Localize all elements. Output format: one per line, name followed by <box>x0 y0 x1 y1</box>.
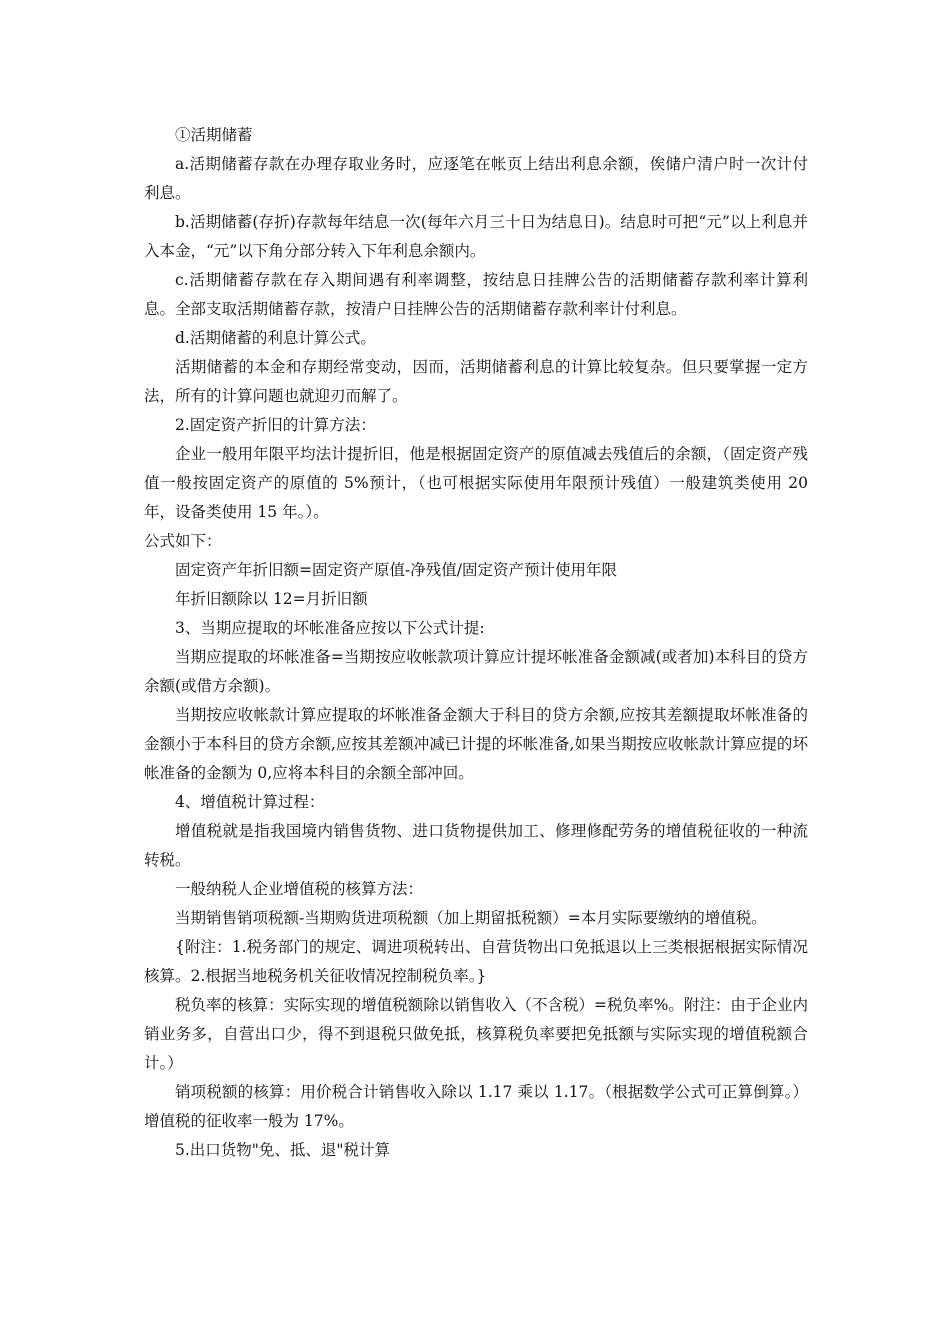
paragraph-bad-debt-body: 当期按应收帐款计算应提取的坏帐准备金额大于科目的贷方余额,应按其差额提取坏帐准备的金额小于本科目的贷方余额,应按其差额冲减已计提的坏帐准备,如果当期按应收帐款计算应提的坏帐准备的金额为 0,应将本科目的余额全部冲回。 <box>144 706 808 782</box>
paragraph-item-c: c.活期储蓄存款在存入期间遇有利率调整，按结息日挂牌公告的活期储蓄存款利率计算利息。全部支取活期储蓄存款，按清户日挂牌公告的活期储蓄存款利率计付利息。 <box>144 271 808 318</box>
paragraph-depreciation-heading: 2.固定资产折旧的计算方法： <box>175 416 376 434</box>
paragraph-item-b: b.活期储蓄(存折)存款每年结息一次(每年六月三十日为结息日)。结息时可把“元”以上利息并入本金，“元”以下角分部分转入下年利息余额内。 <box>144 213 808 260</box>
paragraph-formula-label: 公式如下： <box>144 532 222 550</box>
paragraph-vat-heading: 4、增值税计算过程： <box>175 793 325 811</box>
paragraph-tax-burden: 税负率的核算：实际实现的增值税额除以销售收入（不含税）=税负率%。附注：由于企业内销业务多，自营出口少，得不到退税只做免抵，核算税负率要把免抵额与实际实现的增值税额合计。） <box>144 996 808 1072</box>
paragraph-formula-monthly: 年折旧额除以 12=月折旧额 <box>175 590 368 608</box>
paragraph-output-tax: 销项税额的核算：用价税合计销售收入除以 1.17 乘以 1.17。（根据数学公式可正算倒算。）增值税的征收率一般为 17%。 <box>144 1083 808 1130</box>
paragraph-export-heading: 5.出口货物"免、抵、退"税计算 <box>175 1141 391 1159</box>
paragraph-item-a: a.活期储蓄存款在办理存取业务时，应逐笔在帐页上结出利息余额，俟储户清户时一次计付利息。 <box>144 155 808 202</box>
paragraph-bad-debt-formula: 当期应提取的坏帐准备=当期按应收帐款项计算应计提坏帐准备金额减(或者加)本科目的贷方余额(或借方余额)。 <box>144 648 808 695</box>
paragraph-vat-method-heading: 一般纳税人企业增值税的核算方法： <box>175 880 424 898</box>
paragraph-bad-debt-heading: 3、当期应提取的坏帐准备应按以下公式计提: <box>175 619 485 637</box>
paragraph-vat-formula: 当期销售销项税额-当期购货进项税额（加上期留抵税额）=本月实际要缴纳的增值税。 <box>175 909 767 927</box>
paragraph-vat-definition: 增值税就是指我国境内销售货物、进口货物提供加工、修理修配劳务的增值税征收的一种流转税。 <box>144 822 808 869</box>
paragraph-vat-note: {附注：1.税务部门的规定、调进项税转出、自营货物出口免抵退以上三类根据根据实际情况核算。2.根据当地税务机关征收情况控制税负率。} <box>144 938 808 985</box>
paragraph-depreciation-body: 企业一般用年限平均法计提折旧，他是根据固定资产的原值减去残值后的余额，（固定资产残值一般按固定资产的原值的 5%预计，（也可根据实际使用年限预计残值）一般建筑类使用 20 年，设备类使用 15 年。）。 <box>144 445 808 521</box>
document-body <box>144 121 808 1165</box>
paragraph-current-savings-heading: ①活期储蓄 <box>175 126 253 144</box>
paragraph-savings-note: 活期储蓄的本金和存期经常变动，因而，活期储蓄利息的计算比较复杂。但只要掌握一定方法，所有的计算问题也就迎刃而解了。 <box>144 358 808 405</box>
paragraph-formula-annual: 固定资产年折旧额=固定资产原值-净残值/固定资产预计使用年限 <box>175 561 617 579</box>
paragraph-item-d: d.活期储蓄的利息计算公式。 <box>175 329 376 347</box>
